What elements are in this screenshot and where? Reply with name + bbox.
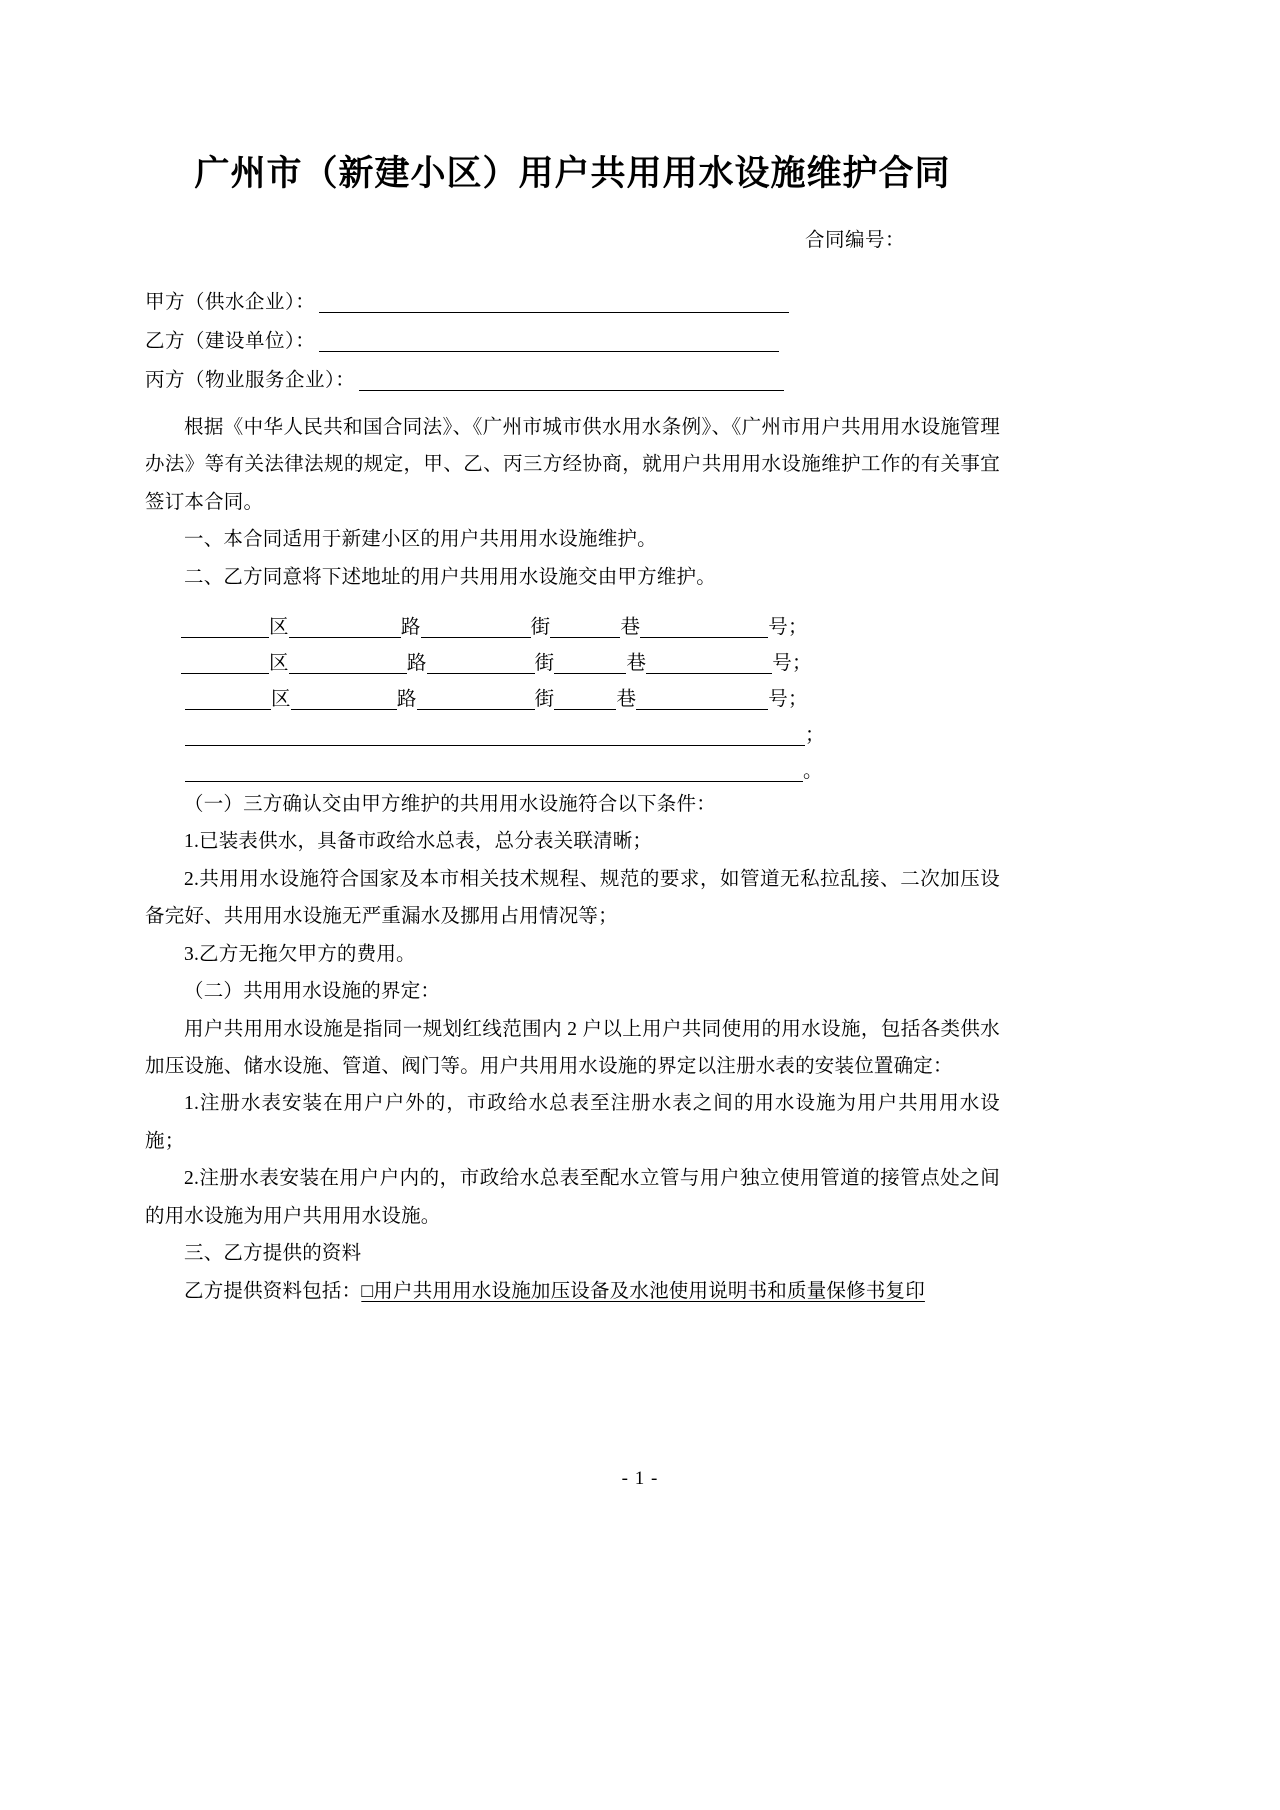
address-lane-label: 巷 xyxy=(620,617,641,639)
party-c-label: 丙方（物业服务企业）： xyxy=(145,370,356,392)
party-a-blank[interactable] xyxy=(319,292,789,313)
party-a-label: 甲方（供水企业）： xyxy=(145,292,316,314)
address-number-blank[interactable] xyxy=(640,616,768,638)
address-road-blank[interactable] xyxy=(291,688,397,710)
address-row xyxy=(145,674,1000,710)
address-lane-label: 巷 xyxy=(626,653,647,675)
page-title: 广州市（新建小区）用户共用用水设施维护合同 xyxy=(194,154,951,193)
address-street-blank[interactable] xyxy=(421,616,531,638)
address-road-label: 路 xyxy=(396,689,417,711)
conditions-item-1: 1.已装表供水，具备市政给水总表，总分表关联清晰； xyxy=(184,831,653,853)
address-street-blank[interactable] xyxy=(417,688,535,710)
party-c-blank[interactable] xyxy=(359,370,784,391)
address-number-label: 号； xyxy=(768,689,808,711)
conditions-heading: （一）三方确认交由甲方维护的共用用水设施符合以下条件： xyxy=(184,793,716,815)
page-number-footer: - 1 - xyxy=(621,1468,659,1489)
definition-item-1: 1.注册水表安装在用户户外的，市政给水总表至注册水表之间的用水设施为用户共用用水设施； xyxy=(145,1093,1000,1152)
address-street-label: 街 xyxy=(530,617,551,639)
address-district-blank[interactable] xyxy=(181,616,269,638)
address-road-blank[interactable] xyxy=(289,652,407,674)
page-content xyxy=(145,0,1000,1310)
address-road-label: 路 xyxy=(400,617,421,639)
materials-underlined-text: □用户共用用水设施加压设备及水池使用说明书和质量保修书复印 xyxy=(361,1280,925,1302)
address-road-blank[interactable] xyxy=(289,616,401,638)
address-row-freeform xyxy=(145,710,1000,746)
conditions-item-3: 3.乙方无拖欠甲方的费用。 xyxy=(184,943,416,965)
address-district-label: 区 xyxy=(271,689,291,711)
party-row xyxy=(145,292,1000,313)
address-number-blank[interactable] xyxy=(646,652,772,674)
address-semicolon-label: ； xyxy=(805,725,825,747)
address-street-label: 街 xyxy=(534,689,555,711)
address-number-label: 号； xyxy=(772,653,812,675)
address-number-label: 号； xyxy=(768,617,808,639)
party-row xyxy=(145,370,1000,391)
address-freeform-blank[interactable] xyxy=(185,724,805,746)
materials-paragraph xyxy=(145,1273,1000,1310)
conditions-item-2: 2.共用用水设施符合国家及本市相关技术规程、规范的要求，如管道无私拉乱接、二次加压设备完好、共用用水设施无严重漏水及挪用占用情况等； xyxy=(145,868,1000,928)
address-road-label: 路 xyxy=(406,653,427,675)
address-lane-blank[interactable] xyxy=(554,652,626,674)
parties-block xyxy=(145,252,1000,391)
party-b-blank[interactable] xyxy=(319,331,779,352)
address-row-freeform xyxy=(145,746,1000,782)
definition-item-2: 2.注册水表安装在用户户内的，市政给水总表至配水立管与用户独立使用管道的接管点处之间的用水设施为用户共用用水设施。 xyxy=(145,1168,1000,1227)
definition-heading: （二）共用用水设施的界定： xyxy=(184,981,441,1003)
address-lane-blank[interactable] xyxy=(550,616,620,638)
address-lane-label: 巷 xyxy=(616,689,637,711)
definition-paragraph: 用户共用用水设施是指同一规划红线范围内 2 户以上用户共同使用的用水设施，包括各类供水加压设施、储水设施、管道、阀门等。用户共用用水设施的界定以注册水表的安装位置确定： xyxy=(145,1018,1000,1077)
clause-item-two: 二、乙方同意将下述地址的用户共用用水设施交由甲方维护。 xyxy=(184,566,716,588)
party-row xyxy=(145,331,1000,352)
party-b-label: 乙方（建设单位）： xyxy=(145,331,316,353)
address-district-blank[interactable] xyxy=(181,652,269,674)
materials-lead-text: 乙方提供资料包括： xyxy=(184,1280,362,1302)
address-district-label: 区 xyxy=(269,617,289,639)
address-row xyxy=(145,638,1000,674)
contract-number-label: 合同编号： xyxy=(804,229,905,251)
address-district-label: 区 xyxy=(269,653,289,675)
address-blanks-block xyxy=(145,596,1000,782)
address-row xyxy=(145,602,1000,638)
address-number-blank[interactable] xyxy=(636,688,768,710)
address-lane-blank[interactable] xyxy=(554,688,616,710)
preamble-paragraph: 根据《中华人民共和国合同法》、《广州市城市供水用水条例》、《广州市用户共用用水设施管理办法》等有关法律法规的规定，甲、乙、丙三方经协商，就用户共用用水设施维护工作的有关事宜签订本合同。 xyxy=(145,416,1000,513)
address-freeform-blank[interactable] xyxy=(185,760,803,782)
clause-item-one: 一、本合同适用于新建小区的用户共用用水设施维护。 xyxy=(184,529,657,551)
address-district-blank[interactable] xyxy=(185,688,271,710)
address-street-label: 街 xyxy=(534,653,555,675)
address-street-blank[interactable] xyxy=(427,652,535,674)
clause-item-three: 三、乙方提供的资料 xyxy=(184,1243,362,1265)
address-period-label: 。 xyxy=(803,761,823,783)
